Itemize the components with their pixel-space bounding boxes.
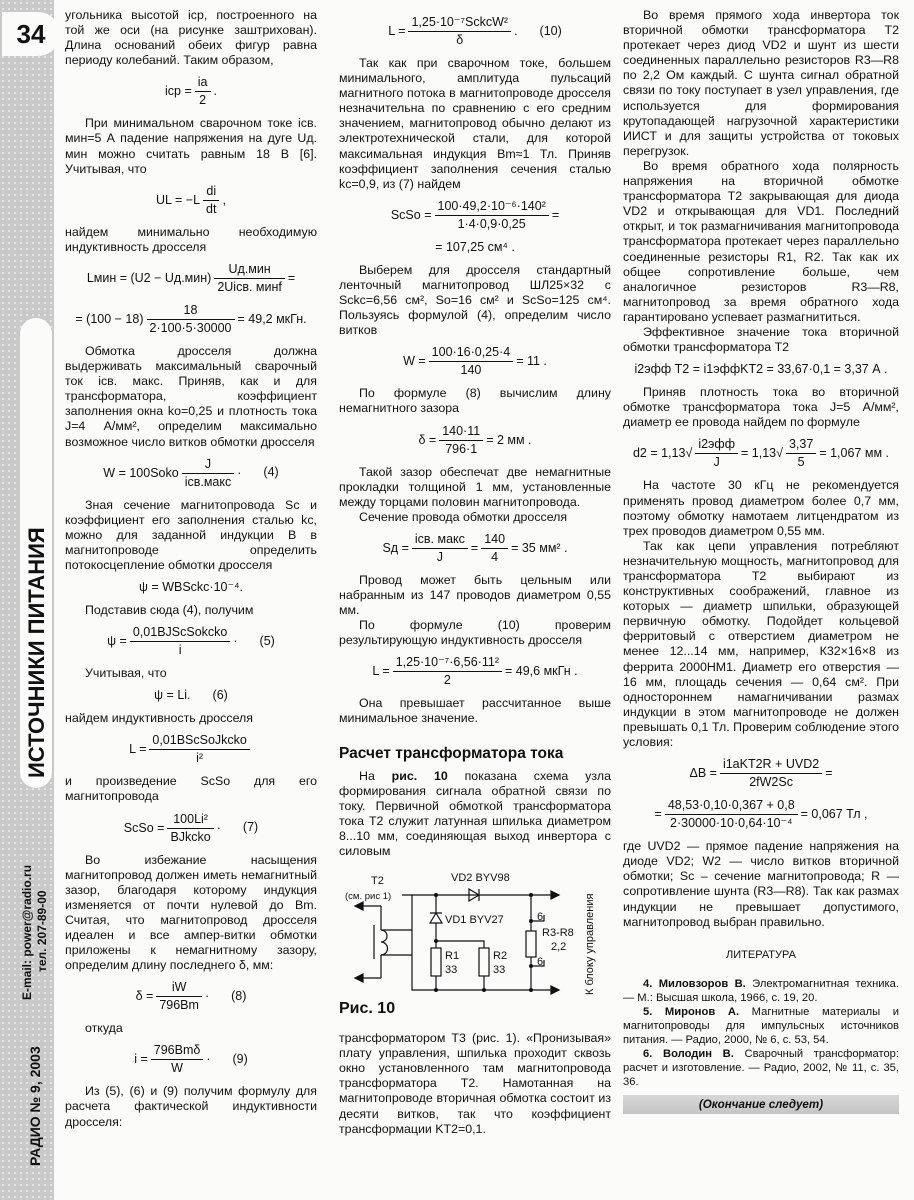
formula-lhs: L =	[372, 664, 390, 679]
formula-rhs: ·	[233, 633, 238, 648]
formula	[65, 812, 317, 845]
denominator: 2fW2Sс	[749, 775, 793, 790]
fraction	[147, 303, 235, 336]
formula-rhs: = 2 мм .	[486, 432, 532, 447]
paragraph-text: Обмотка дросселя должна выдерживать максимальный сварочный ток iсв. макс. Приняв, как и для трансформатора, коэффициент заполнения окна kо=0,25 и плотность тока J=4 А/мм², определим максимально возможное число витков обмотки дросселя	[65, 343, 317, 449]
formula	[339, 424, 611, 457]
denominator: i²	[196, 751, 204, 766]
paragraph-text: Она превышает рассчитанное выше минимальное значение.	[339, 696, 611, 726]
references-heading: ЛИТЕРАТУРА	[726, 948, 796, 961]
denominator: J	[713, 455, 720, 470]
paragraph-text: По формуле (8) вычислим длину немагнитного зазора	[339, 386, 611, 416]
paragraph	[339, 769, 611, 860]
fraction	[481, 532, 508, 565]
formula-rhs: = 35 мм² .	[511, 540, 568, 555]
numerator: 140·11	[439, 424, 483, 441]
r3-r8-resistor-icon	[526, 931, 536, 957]
formula-rhs: = 1,13√	[741, 446, 783, 461]
numerator: 18	[147, 303, 235, 320]
paragraph-text: найдем индуктивность дросселя	[65, 711, 253, 726]
issue-text: РАДИО № 9, 2003	[27, 1046, 43, 1166]
paragraph	[623, 385, 899, 430]
formula-rhs: ·	[216, 820, 221, 835]
r3-r8-label: R3-R8	[542, 927, 574, 940]
primary-leads	[359, 906, 381, 978]
fraction	[203, 184, 219, 217]
denominator: 796·1	[445, 441, 478, 456]
paragraph	[65, 853, 317, 974]
r1-value: 33	[445, 964, 458, 977]
formula-lhs: = 107,25 см⁴ .	[435, 239, 515, 254]
column-2	[339, 8, 611, 1137]
paragraph-text: найдем минимально необходимую индуктивность дросселя	[65, 224, 317, 254]
paragraph-text: угольника высотой iср, построенного на той же оси (на рисунке заштрихован). Длина оснований обеих фигур равна периоду колебаний. Таким образом,	[65, 8, 317, 68]
formula-lhs: i =	[134, 1052, 148, 1067]
formula	[339, 15, 611, 48]
paragraph-text: Учитывая, что	[85, 666, 167, 681]
paragraph	[623, 159, 899, 325]
paragraph-text: Из (5), (6) и (9) получим формулу для расчета фактической индуктивности дросселя:	[65, 1084, 317, 1129]
formula-rhs: =	[551, 207, 560, 222]
reference-text: Магнитные материалы и магнитопроводы для импульсных источников питания. — Радио, 2000, № 6, с. 53, 54.	[623, 1005, 899, 1046]
denominator: 796Bm	[159, 998, 199, 1013]
paragraph	[65, 1084, 317, 1129]
paragraph	[65, 711, 317, 726]
denominator: 140	[460, 363, 482, 378]
formula-rhs: .	[514, 23, 518, 38]
paragraph	[339, 465, 611, 510]
fraction	[408, 15, 511, 48]
fraction	[151, 1043, 204, 1076]
paragraph-text: Так как цепи управления потребляют незначительную мощность, магнитопровод для трансформатора Т2 выбирают из конструктивных соображений, главное из которых — диаметр шпильки, образующей первичную обмотку. Подойдет кольцевой ферритовый с отверстием диаметром не менее 12...14 мм, например, К32×16×8 из феррита 2000НМ1. Диаметр его отверстия — 16 мм, площадь сечения — 0,64 см². При одностороннем намагничивании размах индукции в этом магнитопроводе не должен превышать 0,1 Тл. Проверим соблюдение этого условия:	[623, 538, 899, 750]
formula	[339, 532, 611, 565]
formula	[339, 240, 611, 255]
reference-item	[623, 1047, 899, 1089]
formula	[65, 184, 317, 217]
formula	[65, 1043, 317, 1076]
paragraph	[339, 618, 611, 648]
r1-resistor-icon	[431, 948, 441, 976]
formula-lhs: = (100 − 18)	[75, 311, 144, 326]
fraction	[429, 345, 514, 378]
paragraph-text: Подставив сюда (4), получим	[85, 603, 254, 618]
formula-rhs: = 11 .	[516, 354, 547, 369]
fraction	[393, 655, 502, 688]
paragraph	[339, 573, 611, 618]
paragraph-text: Так как при сварочном токе, большем минимального, амплитуда пульсаций магнитного потока в магнитопроводе дросселя незначительна по сравнению с его средним значением, магнитопровод обычно делают из электротехнической стали, для которой максимальная индукция Bm≈1 Тл. Приняв коэффициент заполнения сечения сталью kс=0,9, из (7) найдем	[339, 56, 611, 191]
paragraph-text: Приняв плотность тока во вторичной обмотке трансформатора тока J=5 А/мм², диаметр ее провода найдем по формуле	[623, 385, 899, 430]
reference-author: 6. Володин В.	[643, 1047, 734, 1060]
output-label: К блоку управления	[584, 893, 596, 996]
paragraph-text: При минимальном сварочном токе iсв. мин=5 А падение напряжения на дуге Uд. мин можно считать равным 18 В [6]. Учитывая, что	[65, 116, 317, 176]
paragraph	[623, 839, 899, 930]
fraction	[156, 980, 202, 1013]
paragraph-text: откуда	[85, 1021, 123, 1036]
fraction	[214, 262, 285, 295]
paragraph-text: и произведение SсSо для его магнитопровода	[65, 774, 317, 804]
paragraph-text: Во избежание насыщения магнитопровод должен иметь немагнитный зазор, благодаря которому индукция изменяется от почти нулевой до Bm. Считая, что магнитопровод дросселя идеален и все ампер-витки обмотки приложены к немагнитному зазору, определим длину последнего δ, мм:	[65, 852, 317, 973]
phone-text: тел. 207-89-00	[35, 890, 49, 972]
denominator: 2	[443, 673, 451, 688]
formula-lhs: δ =	[135, 989, 154, 1004]
paragraph	[65, 8, 317, 68]
paragraph	[65, 344, 317, 450]
equation-number: (5)	[259, 633, 275, 648]
formula-lhs: L =	[388, 23, 406, 38]
paragraph-text: Эффективное значение тока вторичной обмотки трансформатора Т2	[623, 324, 899, 355]
numerator: iа	[195, 75, 211, 92]
page-number: 34	[2, 12, 60, 56]
fraction	[130, 625, 231, 658]
vd1-diode-icon	[430, 913, 442, 923]
equation-number: (9)	[232, 1052, 248, 1067]
denominator: 2Uiсв. минf	[217, 279, 282, 294]
paragraph-prefix: На	[359, 768, 392, 783]
r2-resistor-icon	[479, 948, 489, 976]
formula	[623, 437, 899, 470]
paragraph-text: По формуле (10) проверим результирующую индуктивность дросселя	[339, 618, 611, 648]
paragraph	[339, 56, 611, 192]
equation-number: (10)	[539, 23, 562, 38]
fraction	[195, 75, 211, 108]
numerator: 0,01BSсSоJkсkо	[149, 733, 250, 750]
reference-author: 5. Миронов А.	[643, 1005, 740, 1018]
vd1-label: VD1 BYV27	[445, 914, 504, 927]
paragraph	[339, 696, 611, 726]
formula	[623, 362, 899, 377]
paragraph-text: Выберем для дросселя стандартный ленточный магнитопровод ШЛ25×32 с Sсkс=6,56 см², Sо=16 см² и SсSо=125 см⁴. Пользуясь формулой (4), определим число витков	[339, 262, 611, 338]
paragraph-text: Зная сечение магнитопровода Sс и коэффициент его заполнения сталью kс, можно для заданной индукции B в магнитопроводе определить потокосцепление обмотки дросселя	[65, 497, 317, 572]
denominator: BJkсkо	[170, 829, 211, 844]
paragraph	[65, 225, 317, 255]
fraction	[786, 437, 816, 470]
denominator: 2	[199, 93, 207, 108]
formula	[623, 798, 899, 831]
denominator: 2·30000·10·0,64·10⁻⁴	[670, 816, 793, 831]
formula	[65, 75, 317, 108]
equation-number: (8)	[231, 989, 247, 1004]
t2-ref: (см. рис 1)	[345, 891, 392, 903]
formula-rhs: = 49,6 мкГн .	[505, 664, 578, 679]
numerator: 1,25·10⁻⁷·6,56·11²	[393, 655, 502, 672]
formula-lhs: UL = −L	[156, 192, 201, 207]
formula-rhs: ·	[204, 989, 210, 1004]
formula	[65, 457, 317, 490]
figure-10	[339, 873, 611, 1023]
figure-caption: Рис. 10	[339, 1000, 396, 1018]
section-title: ИСТОЧНИКИ ПИТАНИЯ	[24, 527, 49, 778]
formula-rhs: ·	[237, 465, 242, 480]
denominator: δ	[456, 33, 464, 47]
denominator: dt	[206, 201, 217, 216]
paragraph	[65, 774, 317, 804]
numerator: 796Bmδ	[151, 1043, 204, 1060]
formula-rhs: =	[287, 270, 296, 285]
denominator: 1·4·0,9·0,25	[457, 216, 526, 231]
formula-rhs: ·	[206, 1052, 211, 1067]
fraction	[167, 812, 213, 845]
numerator: J	[182, 457, 235, 474]
formula	[65, 580, 317, 595]
formula-rhs: = 0,067 Тл ,	[800, 806, 868, 821]
formula-lhs: δ =	[418, 432, 437, 447]
fraction	[149, 733, 250, 766]
to-be-continued: (Окончание следует)	[623, 1095, 899, 1114]
paragraph-text: Во время прямого хода инвертора ток вторичной обмотки трансформатора Т2 протекает через диод VD2 и шунт из шести соединенных параллельно резисторов R3—R8 по 2,2 Ом каждый. С шунта сигнал обратной связи по току поступает в узел управления, где используется для формирования крутопадающей нагрузочной характеристики ИИСТ и для защиты устройства от токовых перегрузок.	[623, 8, 899, 158]
formula	[65, 980, 317, 1013]
paragraph	[339, 263, 611, 338]
paragraph	[339, 510, 611, 525]
denominator: iсв.макс	[184, 474, 232, 489]
wire-r2	[436, 941, 484, 990]
paragraph-text: показана схема узла формирования сигнала обратной связи по току. Первичной обмоткой трансформатора тока Т2 служит латунная шпилька диаметром 8...10 мм, соединяющая выход инвертора с силовым	[339, 768, 611, 858]
secondary-leads	[381, 930, 412, 955]
fraction	[665, 798, 798, 831]
r2-value: 33	[493, 964, 506, 977]
denominator: 4	[491, 549, 499, 564]
paragraph	[339, 386, 611, 416]
circuit-diagram	[339, 873, 611, 1003]
numerator: 48,53·0,10·0,367 + 0,8	[665, 798, 798, 815]
formula-rhs: = 1,067 мм .	[819, 446, 889, 461]
formula-lhs: ψ = WBSсkс·10⁻⁴.	[139, 580, 243, 595]
paragraph-text: трансформатором Т3 (рис. 1). «Пронизывая» плату управления, шпилька проходит сквозь окно установленного там магнитопровода трансформатора Т2. Намотанная на магнитопроводе вторичная обмотка состоит из десяти витков, так что коэффициент трансформации KТ2=0,1.	[339, 1031, 611, 1136]
numerator: 1,25·10⁻⁷SсkсW²	[408, 15, 511, 32]
formula-lhs: i2эфф Т2 = i1эффKТ2 = 33,67·0,1 = 3,37 А .	[634, 362, 888, 377]
formula-rhs: ,	[222, 192, 226, 207]
reference-text: Электромагнитная техника. — М.: Высшая школа, 1966, с. 19, 20.	[623, 977, 899, 1004]
formula-lhs: ΔB =	[689, 765, 717, 780]
paragraph	[65, 603, 317, 618]
reference-author: 4. Миловзоров В.	[643, 977, 746, 990]
numerator: Uд.мин	[214, 262, 285, 279]
fraction	[720, 757, 822, 790]
equation-number: (4)	[263, 465, 279, 480]
numerator: di	[203, 184, 219, 201]
paragraph-text: Сечение провода обмотки дросселя	[359, 509, 568, 524]
paragraph-text: где UVD2 — прямое падение напряжения на диоде VD2; W2 — число витков вторичной обмотки; Sс – сечение магнитопровода; R — сопротивление шунта (R3—R8). Так как размах индукции не превышает допустимого, магнитопровод выбран правильно.	[623, 839, 899, 929]
formula-rhs: =	[470, 540, 479, 555]
numerator: iW	[156, 980, 202, 997]
fraction	[182, 457, 235, 490]
reference-item	[623, 1005, 899, 1047]
count-top: 6	[537, 911, 544, 924]
formula-rhs: =	[825, 765, 833, 780]
formula	[65, 688, 317, 703]
figure-reference: рис. 10	[391, 768, 448, 783]
paragraph	[339, 1031, 611, 1137]
fraction	[439, 424, 483, 457]
paragraph-text: Во время обратного хода полярность напряжения на вторичной обмотке трансформатора Т2 закрывающая для диода VD2 и открывающая для VD1. Последний открыт, и ток размагничивания магнитопровода трансформатора протекает через параллельно соединенные резисторы R1, R2. Так как их общее сопротивление больше, чем аналогичное резисторов R3—R8, магнитопровод за время обратного хода гарантировано успевает размагнититься.	[623, 158, 899, 324]
formula	[339, 199, 611, 232]
denominator: 5	[797, 455, 805, 470]
numerator: i1аKТ2R + UVD2	[720, 757, 822, 774]
r3-r8-value: 2,2	[551, 941, 567, 954]
numerator: 3,37	[786, 437, 816, 454]
numerator: 100·49,2·10⁻⁶·140²	[435, 199, 549, 216]
paragraph	[65, 116, 317, 176]
paragraph-text: Такой зазор обеспечат две немагнитные прокладки толщиной 1 мм, установленные между торцами половин магнитопровода.	[339, 464, 611, 509]
transformer-coil	[381, 930, 388, 955]
formula-rhs: .	[213, 84, 217, 99]
column-3	[623, 8, 899, 1114]
equation-number: (7)	[242, 820, 259, 835]
reference-text: Сварочный трансформатор: расчет и изготовление. — Радио, 2002, № 11, с. 35, 36.	[623, 1047, 899, 1088]
formula	[339, 655, 611, 688]
formula-lhs: SсSо =	[123, 820, 165, 835]
formula-lhs: ψ =	[107, 633, 127, 648]
formula	[65, 625, 317, 658]
primary-arrows	[355, 902, 363, 982]
formula	[65, 303, 317, 336]
fraction	[695, 437, 738, 470]
denominator: i	[178, 643, 182, 658]
formula-lhs: Lмин = (U2 − Uд.мин)	[86, 270, 212, 285]
formula-lhs: iср =	[165, 84, 192, 99]
numerator: 140	[481, 532, 508, 549]
formula-lhs: ψ = Li.	[154, 688, 191, 703]
formula-rhs: = 49,2 мкГн.	[237, 311, 307, 326]
paragraph	[65, 1021, 317, 1036]
paragraph	[623, 325, 899, 355]
paragraph-text: Провод может быть цельным или набранным из 147 проводов диаметром 0,55 мм.	[339, 572, 611, 618]
formula-lhs: =	[654, 806, 662, 821]
formula-lhs: d2 = 1,13√	[632, 446, 693, 461]
paragraph	[623, 478, 899, 538]
reference-item	[623, 977, 899, 1005]
formula-lhs: Sд =	[382, 540, 409, 555]
formula-lhs: L =	[129, 742, 147, 757]
numerator: 0,01BJSсSоkсkо	[130, 625, 231, 642]
formula	[339, 345, 611, 378]
fraction	[435, 199, 549, 232]
numerator: iсв. макс	[412, 532, 468, 549]
formula-lhs: W = 100Sоkо	[103, 465, 179, 480]
formula-lhs: W =	[403, 354, 426, 369]
numerator: 100·16·0,25·4	[429, 345, 514, 362]
numerator: i2эфф	[695, 437, 738, 454]
paragraph	[623, 8, 899, 159]
denominator: W	[171, 1061, 183, 1076]
section-heading: Расчет трансформатора тока	[339, 744, 564, 762]
paragraph-text: На частоте 30 кГц не рекомендуется применять провод диаметром более 0,7 мм, поэтому обмотку намотаем литцендратом из трех проводов диаметром 0,55 мм.	[623, 478, 899, 538]
denominator: 2·100·5·30000	[149, 320, 232, 335]
denominator: J	[436, 549, 444, 564]
count-bottom: 6	[537, 956, 544, 969]
email-text: E-mail: power@radio.ru	[20, 864, 34, 1000]
paragraph	[623, 539, 899, 750]
formula	[65, 733, 317, 766]
vd2-label: VD2 BYV98	[451, 873, 510, 885]
paragraph	[65, 498, 317, 573]
t2-label: Т2	[371, 875, 384, 888]
numerator: 100Li²	[167, 812, 213, 829]
fraction	[412, 532, 468, 565]
paragraph	[65, 666, 317, 681]
column-1	[65, 8, 317, 1130]
formula-lhs: SсSо =	[390, 207, 432, 222]
formula	[65, 262, 317, 295]
formula	[623, 757, 899, 790]
r2-label: R2	[493, 950, 508, 963]
equation-number: (6)	[212, 688, 228, 703]
r1-label: R1	[445, 950, 460, 963]
